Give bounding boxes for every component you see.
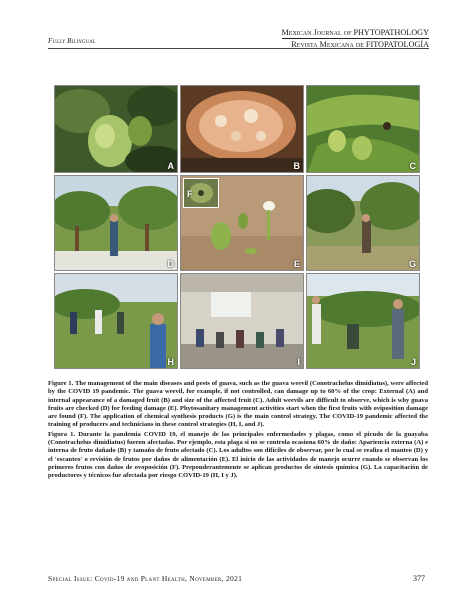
panel-f xyxy=(183,178,219,208)
panel-e xyxy=(180,175,304,271)
panel-i-photo xyxy=(181,274,304,369)
caption-spanish xyxy=(48,431,428,481)
figure-caption xyxy=(48,380,428,482)
panel-b xyxy=(180,85,304,173)
panel-j-photo xyxy=(307,274,420,369)
panel-j xyxy=(306,273,420,369)
panel-d-label: D xyxy=(167,259,174,269)
journal-title-en: Mexican Journal of PHYTOPATHOLOGY xyxy=(281,28,429,37)
figure-grid xyxy=(54,85,420,370)
panel-g xyxy=(306,175,420,271)
panel-f-label: F xyxy=(187,189,193,199)
panel-a-photo xyxy=(55,86,178,173)
panel-h-photo xyxy=(55,274,178,369)
panel-i xyxy=(180,273,304,369)
caption-es-text: Durante la pandemia COVID 19, el manejo de las principales enfermedades y plagas, como el picudo de la guayaba (Conotrachelus dimidiatus) fueron afectadas. Por ejemplo, esta plaga si no se controla ocasiona 60% de daño: Apariencia externa (A) e interna de fruto dañado (B) y tamaño de fruto afectado (C). Los adultos son difíciles de observar, por lo cual se realiza el manteo (D) y el 'escanteo' o revisión de frutos por daños de alimentación (E). El inicio de las actividades de manejo ocurre cuando se observan los primeros frutos con daños de ovoposición (F). Preponderantemente se aplican productos de síntesis química (G). La capacitación de productores y técnicos fue afectada por riesgo COVID-19 (H, I y J). xyxy=(48,430,428,480)
caption-en-text: The management of the main diseases and pests of guava, such as the guava weevil (Conotrachelus dimidiatus), were affected by the COVID 19 pandemic. The guava weevil, for example, if not controlled, can damage up to 60% of the crop: External (A) and internal appearance of a damaged fruit (B) and size of the affected fruit (C). Adult weevils are difficult to observe, which is why guava fruits are checked (D) for feeding damage (E). Phytosanitary management activities start when the first fruits with oviposition damage are found (F). The application of chemical synthesis products (G) is the main control strategy. The COVID-19 pandemic affected the training of producers and technicians in these control strategies (H, I, and J). xyxy=(48,380,428,429)
panel-h-label: H xyxy=(167,357,174,367)
panel-j-label: J xyxy=(410,357,416,367)
panel-g-label: G xyxy=(408,259,416,269)
journal-title-es: Revista Mexicana de FITOPATOLOGÍA xyxy=(282,38,429,50)
panel-d xyxy=(54,175,178,271)
panel-b-label: B xyxy=(293,161,300,171)
journal-title xyxy=(282,27,429,50)
panel-h xyxy=(54,273,178,369)
panel-c-photo xyxy=(307,86,420,173)
panel-a xyxy=(54,85,178,173)
header-rule xyxy=(48,48,429,49)
caption-english xyxy=(48,380,428,430)
panel-i-label: I xyxy=(297,357,300,367)
panel-c xyxy=(306,85,420,173)
panel-g-photo xyxy=(307,176,420,271)
running-head-left: Fully Bilingual xyxy=(48,37,96,45)
footer-issue: Special Issue: Covid-19 and Plant Health, November, 2021 xyxy=(48,574,243,583)
caption-en-label: Figure 1. xyxy=(48,380,74,387)
page-number: 377 xyxy=(413,574,425,583)
panel-c-label: C xyxy=(409,161,416,171)
caption-es-label: Figura 1. xyxy=(48,430,76,438)
panel-a-label: A xyxy=(167,161,174,171)
panel-b-photo xyxy=(181,86,304,173)
panel-e-label: E xyxy=(293,259,300,269)
panel-d-photo xyxy=(55,176,178,271)
